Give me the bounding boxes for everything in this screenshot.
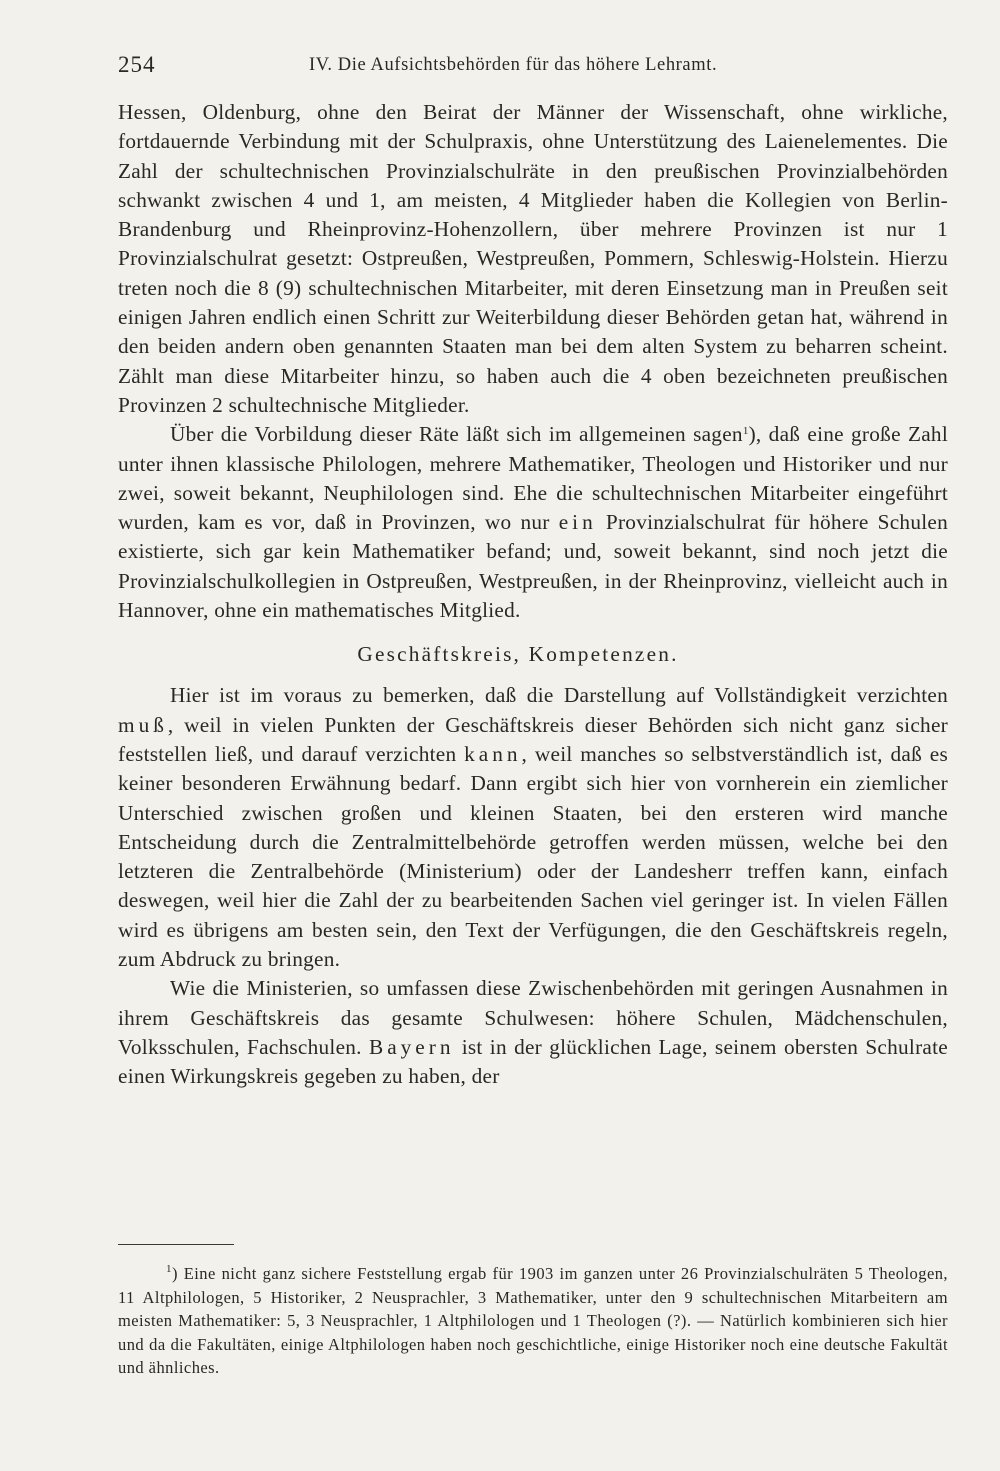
footnotes bbox=[118, 1262, 948, 1380]
paragraph-4-part-a: Wie die Ministerien, so umfassen diese Zwischenbehörden mit geringen Ausnahmen in ihrem Geschäftskreis das gesamte Schulwesen: höhere Schulen, Mädchenschulen, Volksschulen, Fachschulen. bbox=[118, 976, 948, 1059]
paragraph-3-part-b: , weil in vielen Punkten der Geschäftskreis dieser Behörden sich nicht ganz sicher feststellen ließ, und darauf verzichten bbox=[118, 712, 948, 766]
footnote-reference: 1 bbox=[742, 425, 749, 438]
paragraph-4-part-b: ist in der glücklichen Lage, seinem obersten Schulrate einen Wirkungskreis gegeben zu haben, der bbox=[118, 1034, 948, 1089]
paragraph-3 bbox=[118, 681, 948, 974]
page-number: 254 bbox=[118, 52, 156, 77]
paragraph-3-part-a: Hier ist im voraus zu bemerken, daß die Darstellung auf Vollständigkeit verzichten bbox=[170, 683, 948, 708]
emphasis-bayern: Bayern bbox=[368, 1034, 455, 1059]
emphasis-kann: kann bbox=[464, 741, 522, 766]
footnote-text: ) Eine nicht ganz sichere Feststellung ergab für 1903 im ganzen unter 26 Provinzialschulräten 5 Theologen, 11 Altphilologen, 5 Historiker, 2 Neusprachler, 3 Mathematiker, unter den 9 schultechnischen Mitarbeitern am meisten Mathematiker: 5, 3 Neusprachler, 1 Altphilologen und 1 Theologen (?). — Natürlich kombinieren sich hier und da die Fakultäten, einige Altphilologen haben noch geschichtliche, einige Historiker noch eine deutsche Fakultät und ähnliches. bbox=[118, 1264, 948, 1378]
page-header bbox=[118, 52, 948, 82]
running-head: IV. Die Aufsichtsbehörden für das höhere Lehramt. bbox=[309, 55, 718, 75]
paragraph-2 bbox=[118, 420, 948, 625]
section-heading: Geschäftskreis, Kompetenzen. bbox=[357, 642, 679, 667]
footnote-1 bbox=[118, 1262, 948, 1380]
paragraph-2-part-c: Provinzialschulrat für höhere Schulen existierte, sich gar kein Mathematiker befand; und, soweit bekannt, sind noch jetzt die Provinzialschulkollegien in Ostpreußen, Westpreußen, in der Rheinprovinz, vielleicht auch in Hannover, ohne ein mathematisches Mitglied. bbox=[118, 510, 948, 623]
main-text bbox=[118, 98, 948, 1092]
paragraph-1: Hessen, Oldenburg, ohne den Beirat der Männer der Wissenschaft, ohne wirkliche, fortdauernde Verbindung mit der Schulpraxis, ohne Unterstützung des Laienelementes. Die Zahl der schultechnischen Provinzialschulräte in den preußischen Provinzialbehörden schwankt zwischen 4 und 1, am meisten, 4 Mitglieder haben die Kollegien von Berlin-Brandenburg und Rheinprovinz-Hohenzollern, über mehrere Provinzen ist nur 1 Provinzialschulrat gesetzt: Ostpreußen, Westpreußen, Pommern, Schleswig-Holstein. Hierzu treten noch die 8 (9) schultechnischen Mitarbeiter, mit deren Einsetzung man in Preußen seit einigen Jahren endlich einen Schritt zur Weiterbildung dieser Behörden getan hat, während in den beiden andern oben genannten Staaten man bei dem alten System zu beharren scheint. Zählt man diese Mitarbeiter hinzu, so haben auch die 4 oben bezeichneten preußischen Provinzen 2 schultechnische Mitglieder. bbox=[118, 100, 948, 417]
emphasis-muss: muß bbox=[118, 712, 168, 737]
paragraph-3-part-c: , weil manches so selbstverständlich ist, daß es keiner besonderen Erwähnung bedarf. Dann ergibt sich hier von vornherein ein ziemlicher Unterschied zwischen großen und kleinen Staaten, bei den ersteren wird manche Entscheidung durch die Zentralmittelbehörde getroffen werden müssen, welche bei den letzteren die Zentralbehörde (Ministerium) oder der Landesherr treffen kann, einfach deswegen, weil hier die Zahl der zu bearbeitenden Sachen viel geringer ist. In vielen Fällen wird es übrigens am besten sein, den Text der Verfügungen, die den Geschäftskreis regeln, zum Abdruck zu bringen. bbox=[118, 741, 948, 972]
paragraph-2-part-b: ), daß eine große Zahl unter ihnen klassische Philologen, mehrere Mathematiker, Theologen und Historiker und nur zwei, soweit bekannt, Neuphilologen sind. Ehe die schultechnischen Mitarbeiter eingeführt wurden, kam es vor, daß in Provinzen, wo nur bbox=[118, 422, 948, 535]
paragraph-4 bbox=[118, 974, 948, 1091]
emphasis-ein: ein bbox=[558, 510, 597, 535]
footnote-separator bbox=[118, 1244, 234, 1245]
footnote-marker: 1 bbox=[166, 1263, 172, 1275]
paragraph-2-part-a: Über die Vorbildung dieser Räte läßt sich im allgemeinen sagen bbox=[170, 422, 743, 447]
